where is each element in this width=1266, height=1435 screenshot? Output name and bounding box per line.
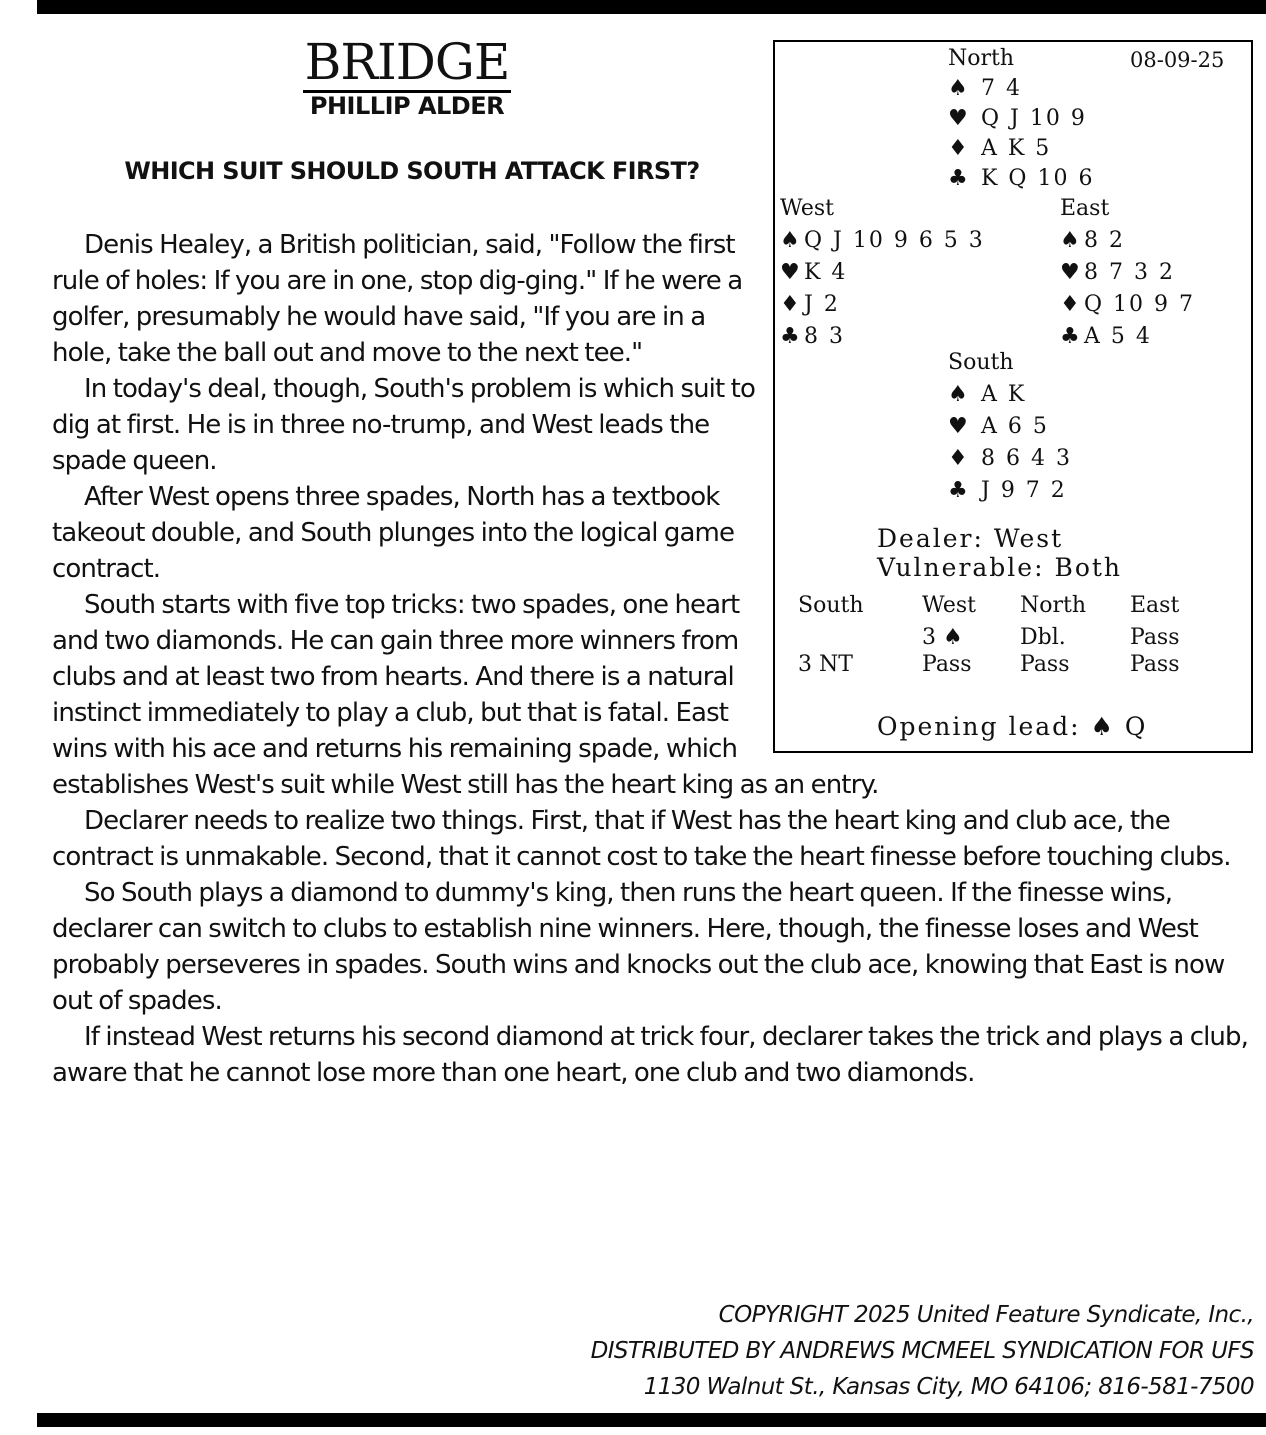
article-body: [52, 227, 1257, 1091]
club-icon: ♣: [1060, 324, 1080, 349]
opening-lead-card: ♠ Q: [1090, 712, 1148, 741]
east-spades: ♠ 8 2: [1060, 228, 1125, 253]
address-line: 1130 Walnut St., Kansas City, MO 64106; 816-581-7500: [643, 1374, 1254, 1400]
club-icon: ♣: [780, 324, 800, 349]
east-diamonds: ♦ Q 10 9 7: [1060, 292, 1196, 317]
bid-south-2: 3 NT: [798, 652, 853, 677]
heart-icon: ♥: [948, 414, 968, 439]
column-author: PHILLIP ALDER: [309, 92, 505, 120]
paragraph: After West opens three spades, North has a textbook takeout double, and South plunges into the logical game contract.: [52, 482, 735, 584]
bid-header-east: East: [1130, 593, 1180, 618]
paragraph: In today's deal, though, South's problem is which suit to dig at first. He is in three no-trump, and West leads the spade queen.: [52, 374, 755, 476]
south-hearts: ♥ A 6 5: [948, 414, 1049, 439]
east-hearts: ♥ 8 7 3 2: [1060, 260, 1175, 285]
spade-icon: ♠: [948, 382, 968, 407]
spade-icon: ♠: [948, 76, 968, 101]
west-clubs: ♣ 8 3: [780, 324, 845, 349]
paragraph: Declarer needs to realize two things. First, that if West has the heart king and club ace, the contract is unmakable. Second, that it cannot cost to take the heart finesse before touching clubs.: [52, 806, 1231, 872]
north-label: North: [948, 46, 1015, 71]
club-icon: ♣: [948, 478, 968, 503]
distributor-line: DISTRIBUTED BY ANDREWS MCMEEL SYNDICATION FOR UFS: [590, 1338, 1254, 1364]
bid-west-1: 3 ♠: [922, 625, 963, 650]
bid-west-2: Pass: [922, 652, 972, 677]
diamond-icon: ♦: [948, 136, 968, 161]
spade-icon: ♠: [780, 228, 800, 253]
diamond-icon: ♦: [780, 292, 800, 317]
north-clubs: ♣ K Q 10 6: [948, 166, 1095, 191]
bid-header-north: North: [1020, 593, 1087, 618]
top-rule: [37, 0, 1266, 14]
south-diamonds: ♦ 8 6 4 3: [948, 446, 1072, 471]
column-title: BRIDGE: [304, 33, 510, 91]
headline: WHICH SUIT SHOULD SOUTH ATTACK FIRST?: [124, 157, 700, 185]
bid-header-south: South: [798, 593, 864, 618]
south-spades: ♠ A K: [948, 382, 1027, 407]
heart-icon: ♥: [948, 106, 968, 131]
north-hearts: ♥ Q J 10 9: [948, 106, 1087, 131]
dealer-line: Dealer: West: [877, 524, 1064, 553]
club-icon: ♣: [948, 166, 968, 191]
bottom-rule: [37, 1413, 1266, 1427]
east-clubs: ♣ A 5 4: [1060, 324, 1152, 349]
west-spades: ♠ Q J 10 9 6 5 3: [780, 228, 985, 253]
diagram-spacer: [765, 227, 1257, 747]
paragraph: So South plays a diamond to dummy's king, then runs the heart queen. If the finesse wins, declarer can switch to clubs to establish nine winners. Here, though, the finesse loses and West probably perseveres in spades. South wins and knocks out the club ace, knowing that East is now out of spades.: [52, 878, 1225, 1016]
paragraph: If instead West returns his second diamond at trick four, declarer takes the trick and plays a club, aware that he cannot lose more than one heart, one club and two diamonds.: [52, 1022, 1248, 1088]
diamond-icon: ♦: [1060, 292, 1080, 317]
east-label: East: [1060, 196, 1110, 221]
copyright-notice: [591, 1297, 1254, 1405]
paragraph: Denis Healey, a British politician, said, "Follow the first rule of holes: If you are in one, stop dig-ging." If he were a golfer, presumably he would have said, "If you are in a hole, take the ball out and move to the next tee.": [52, 230, 743, 368]
bid-north-1: Dbl.: [1020, 625, 1066, 650]
vulnerable-line: Vulnerable: Both: [877, 553, 1123, 582]
spade-icon: ♠: [1060, 228, 1080, 253]
north-spades: ♠ 7 4: [948, 76, 1022, 101]
paragraph: South starts with five top tricks: two spades, one heart and two diamonds. He can gain three more winners from clubs and at least two from hearts. And there is a natural instinct immediately to play a club, but that is fatal. East wins with his ace and returns his remaining spade, which establishes West's suit while West still has the heart king as an entry.: [52, 590, 879, 800]
bid-north-2: Pass: [1020, 652, 1070, 677]
copyright-line: COPYRIGHT 2025 United Feature Syndicate, Inc.,: [718, 1302, 1254, 1328]
west-diamonds: ♦ J 2: [780, 292, 840, 317]
bid-header-west: West: [922, 593, 976, 618]
diamond-icon: ♦: [948, 446, 968, 471]
west-hearts: ♥ K 4: [780, 260, 848, 285]
west-label: West: [780, 196, 834, 221]
north-diamonds: ♦ A K 5: [948, 136, 1052, 161]
heart-icon: ♥: [780, 260, 800, 285]
bid-east-1: Pass: [1130, 625, 1180, 650]
south-clubs: ♣ J 9 7 2: [948, 478, 1067, 503]
south-label: South: [948, 350, 1014, 375]
deal-date: 08-09-25: [1130, 48, 1225, 72]
opening-lead: Opening lead: ♠ Q: [877, 712, 1148, 741]
heart-icon: ♥: [1060, 260, 1080, 285]
bid-east-2: Pass: [1130, 652, 1180, 677]
masthead: [52, 34, 762, 119]
